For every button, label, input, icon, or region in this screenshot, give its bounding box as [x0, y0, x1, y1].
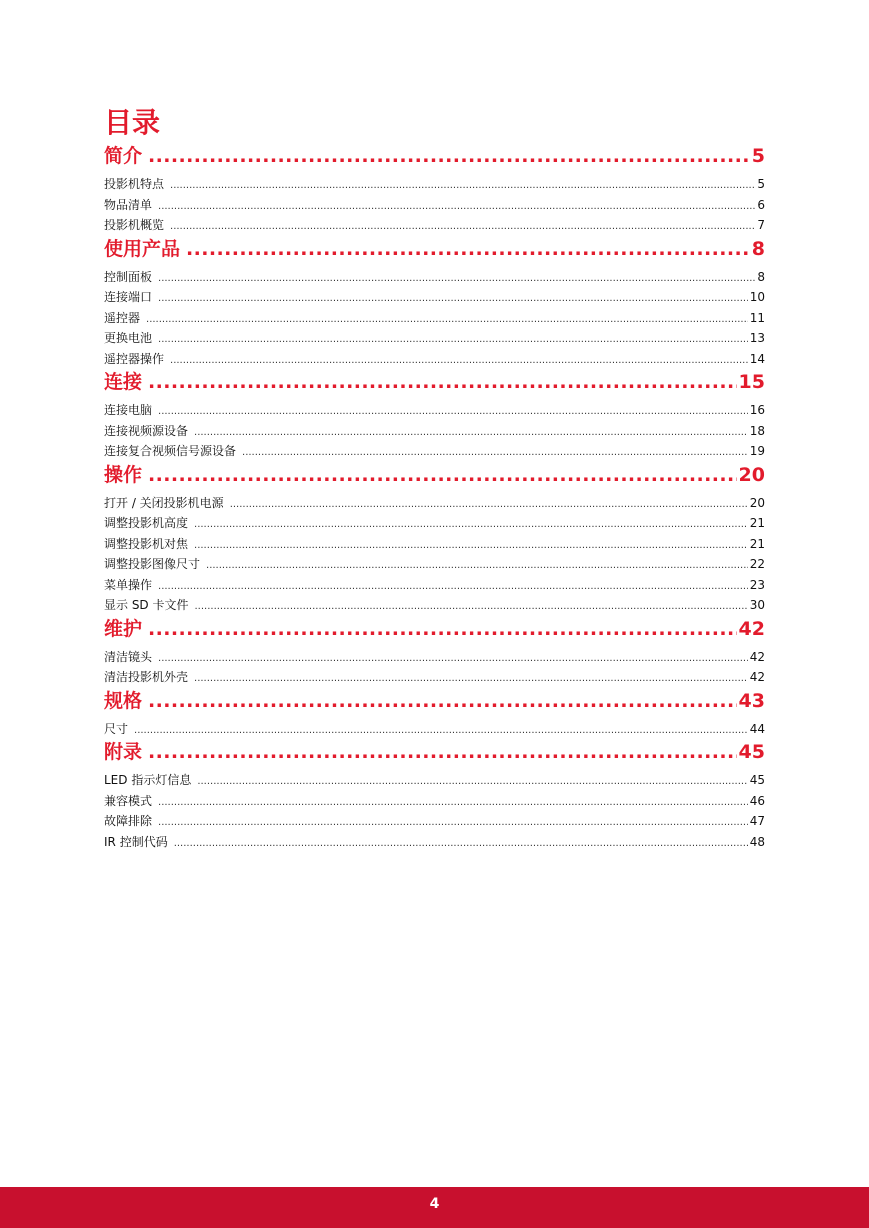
toc-section-operation[interactable]	[104, 462, 765, 489]
dot-leader	[158, 269, 755, 290]
toc-entry[interactable]	[104, 493, 765, 514]
toc-section-appendix[interactable]	[104, 739, 765, 766]
section-page-number: 45	[738, 741, 765, 763]
toc-entry[interactable]	[104, 349, 765, 370]
dot-leader	[148, 462, 737, 489]
section-title: 使用产品	[104, 237, 181, 260]
toc-entry[interactable]	[104, 328, 765, 349]
dot-leader	[230, 495, 748, 516]
dot-leader	[148, 369, 737, 396]
dot-leader	[186, 236, 750, 263]
dot-leader	[206, 556, 748, 577]
toc-section-intro[interactable]	[104, 143, 765, 170]
entry-title: 投影机特点	[104, 177, 165, 191]
page-title: 目录	[104, 106, 161, 139]
entry-page-number: 20	[749, 495, 765, 510]
entry-title: 兼容模式	[104, 793, 153, 808]
entry-page-number: 48	[749, 834, 765, 849]
section-page-number: 42	[738, 617, 765, 640]
entry-title: LED 指示灯信息	[104, 773, 192, 787]
toc-entry[interactable]	[104, 791, 765, 812]
entry-title: 控制面板	[104, 269, 153, 284]
dot-leader	[134, 721, 748, 742]
entry-page-number: 18	[749, 423, 765, 438]
dot-leader	[158, 577, 748, 598]
toc-entry[interactable]	[104, 534, 765, 555]
toc-section-specifications[interactable]	[104, 688, 765, 715]
toc-section-maintenance[interactable]	[104, 616, 765, 643]
entry-page-number: 42	[749, 649, 765, 664]
section-page-number: 15	[738, 371, 765, 393]
dot-leader	[158, 649, 748, 670]
section-page-number: 5	[751, 145, 765, 167]
toc-entry[interactable]	[104, 554, 765, 575]
section-page-number: 20	[738, 463, 765, 486]
entry-title: 清洁镜头	[104, 649, 153, 664]
dot-leader	[194, 423, 748, 444]
dot-leader	[170, 217, 755, 238]
entry-title: 物品清单	[104, 197, 153, 212]
entry-page-number: 22	[749, 557, 765, 571]
entry-page-number: 14	[749, 351, 765, 366]
toc-section-connection[interactable]	[104, 369, 765, 396]
entry-title: 连接端口	[104, 290, 153, 304]
entry-page-number: 16	[749, 403, 765, 417]
dot-leader	[148, 739, 737, 766]
dot-leader	[158, 289, 748, 310]
toc-entry[interactable]	[104, 513, 765, 534]
entry-title: 连接复合视频信号源设备	[104, 444, 237, 458]
entry-page-number: 46	[749, 793, 765, 808]
dot-leader	[170, 176, 755, 197]
dot-leader	[158, 330, 748, 351]
toc-entry[interactable]	[104, 647, 765, 668]
toc-entry[interactable]	[104, 770, 765, 791]
entry-page-number: 7	[757, 218, 765, 232]
toc-section-using-product[interactable]	[104, 236, 765, 263]
toc-entry[interactable]	[104, 575, 765, 596]
toc-entry[interactable]	[104, 667, 765, 688]
toc-entry[interactable]	[104, 195, 765, 216]
entry-page-number: 19	[749, 444, 765, 458]
entry-title: 调整投影机对焦	[104, 536, 189, 551]
section-page-number: 43	[738, 689, 765, 712]
dot-leader	[194, 669, 748, 690]
dot-leader	[194, 536, 748, 557]
entry-page-number: 47	[749, 814, 765, 828]
entry-title: 尺寸	[104, 721, 129, 736]
toc-entry[interactable]	[104, 287, 765, 308]
dot-leader	[158, 793, 748, 814]
entry-page-number: 21	[749, 536, 765, 551]
entry-page-number: 45	[749, 773, 765, 787]
section-title: 连接	[104, 371, 143, 393]
toc-entry[interactable]	[104, 595, 765, 616]
dot-leader	[197, 772, 747, 793]
toc-entry[interactable]	[104, 308, 765, 329]
entry-page-number: 21	[749, 516, 765, 530]
entry-title: 菜单操作	[104, 577, 153, 592]
toc-entry[interactable]	[104, 400, 765, 421]
dot-leader	[242, 443, 748, 464]
dot-leader	[158, 197, 755, 218]
dot-leader	[148, 143, 750, 170]
footer-page-number: 4	[429, 1196, 440, 1212]
entry-title: 连接视频源设备	[104, 423, 189, 438]
entry-title: 更换电池	[104, 331, 153, 345]
entry-page-number: 30	[749, 598, 765, 612]
toc-entry[interactable]	[104, 832, 765, 853]
section-title: 操作	[104, 463, 143, 486]
entry-page-number: 6	[757, 197, 765, 212]
entry-title: 打开 / 关闭投影机电源	[104, 495, 224, 510]
dot-leader	[170, 351, 748, 372]
entry-title: 连接电脑	[104, 403, 153, 417]
toc-entry[interactable]	[104, 441, 765, 462]
section-title: 维护	[104, 617, 143, 640]
dot-leader	[146, 310, 748, 331]
entry-page-number: 8	[757, 269, 765, 284]
dot-leader	[194, 515, 748, 536]
entry-page-number: 23	[749, 577, 765, 592]
dot-leader	[195, 597, 748, 618]
dot-leader	[148, 688, 737, 715]
dot-leader	[158, 813, 748, 834]
dot-leader	[158, 402, 748, 423]
entry-title: 故障排除	[104, 814, 153, 828]
section-title: 附录	[104, 741, 143, 763]
dot-leader	[174, 834, 748, 855]
entry-title: 遥控器操作	[104, 351, 165, 366]
entry-page-number: 44	[749, 721, 765, 736]
dot-leader	[148, 616, 737, 643]
entry-title: IR 控制代码	[104, 834, 168, 849]
toc-entry[interactable]	[104, 174, 765, 195]
toc-entry[interactable]	[104, 215, 765, 236]
entry-title: 调整投影图像尺寸	[104, 557, 201, 571]
toc-entry[interactable]	[104, 811, 765, 832]
section-page-number: 8	[751, 237, 765, 260]
entry-page-number: 10	[749, 290, 765, 304]
entry-title: 投影机概览	[104, 218, 165, 232]
entry-page-number: 42	[749, 670, 765, 684]
entry-title: 遥控器	[104, 310, 141, 325]
entry-title: 显示 SD 卡文件	[104, 598, 189, 612]
table-of-contents	[104, 143, 765, 852]
toc-entry[interactable]	[104, 267, 765, 288]
entry-page-number: 13	[749, 331, 765, 345]
section-title: 简介	[104, 145, 143, 167]
toc-entry[interactable]	[104, 719, 765, 740]
entry-title: 调整投影机高度	[104, 516, 189, 530]
entry-page-number: 5	[757, 177, 765, 191]
toc-entry[interactable]	[104, 421, 765, 442]
entry-page-number: 11	[749, 310, 765, 325]
entry-title: 清洁投影机外壳	[104, 670, 189, 684]
section-title: 规格	[104, 689, 143, 712]
